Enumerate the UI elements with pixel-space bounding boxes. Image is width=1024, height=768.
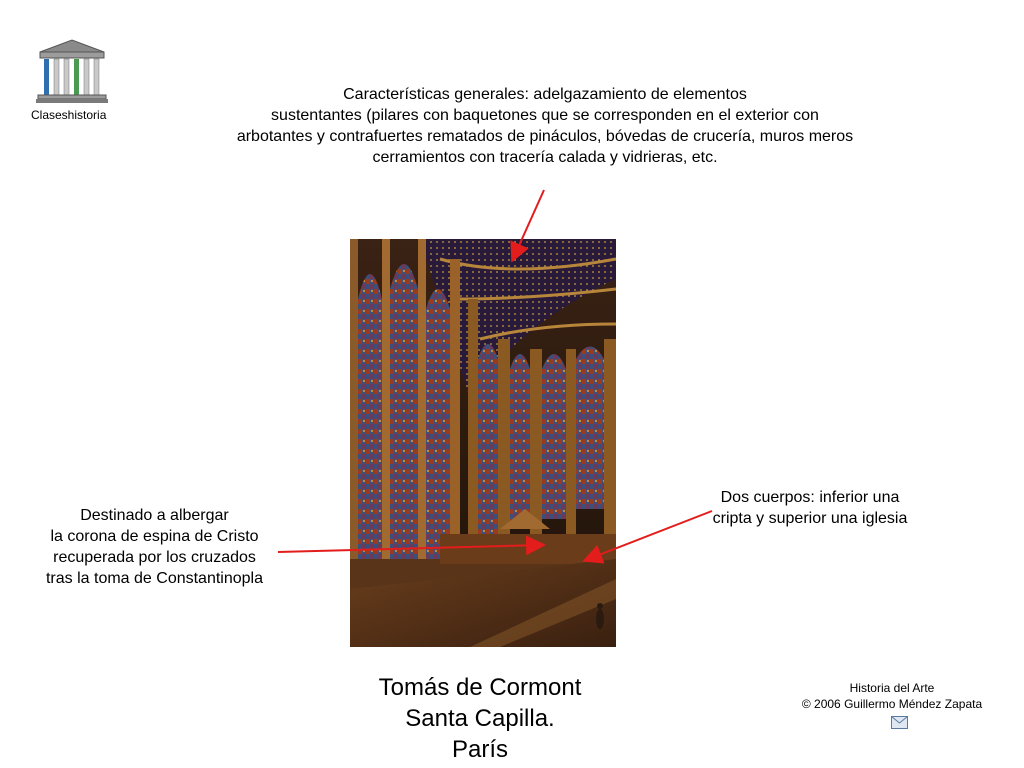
text-line: tras la toma de Constantinopla: [45, 570, 263, 587]
text-line: cripta y superior una iglesia: [712, 510, 908, 527]
text-line: recuperada por los cruzados: [53, 549, 256, 566]
purpose-text: [32, 505, 277, 589]
envelope-icon[interactable]: [891, 716, 908, 729]
text-line: la corona de espina de Cristo: [50, 528, 259, 545]
credit-block: [780, 680, 1004, 712]
logo-caption: Claseshistoria: [31, 108, 107, 122]
two-levels-text: [700, 487, 920, 529]
title-line: Santa Capilla.: [405, 705, 555, 732]
text-line: cerramientos con tracería calada y vidrieras, etc.: [372, 149, 718, 166]
greek-temple-icon[interactable]: [36, 38, 108, 104]
slide-title: [340, 672, 620, 765]
text-line: Dos cuerpos: inferior una: [720, 489, 900, 506]
title-line: París: [451, 736, 508, 763]
text-line: Características generales: adelgazamiento de elementos: [343, 86, 747, 103]
credit-subject: Historia del Arte: [849, 681, 935, 695]
general-characteristics-text: [190, 84, 900, 168]
title-line: Tomás de Cormont: [378, 674, 582, 701]
credit-copyright: © 2006 Guillermo Méndez Zapata: [801, 697, 983, 711]
text-line: sustentantes (pilares con baquetones que se corresponden en el exterior con: [271, 107, 819, 124]
text-line: arbotantes y contrafuertes rematados de pináculos, bóvedas de crucería, muros meros: [236, 128, 854, 145]
sainte-chapelle-photo: [350, 239, 616, 647]
text-line: Destinado a albergar: [80, 507, 229, 524]
